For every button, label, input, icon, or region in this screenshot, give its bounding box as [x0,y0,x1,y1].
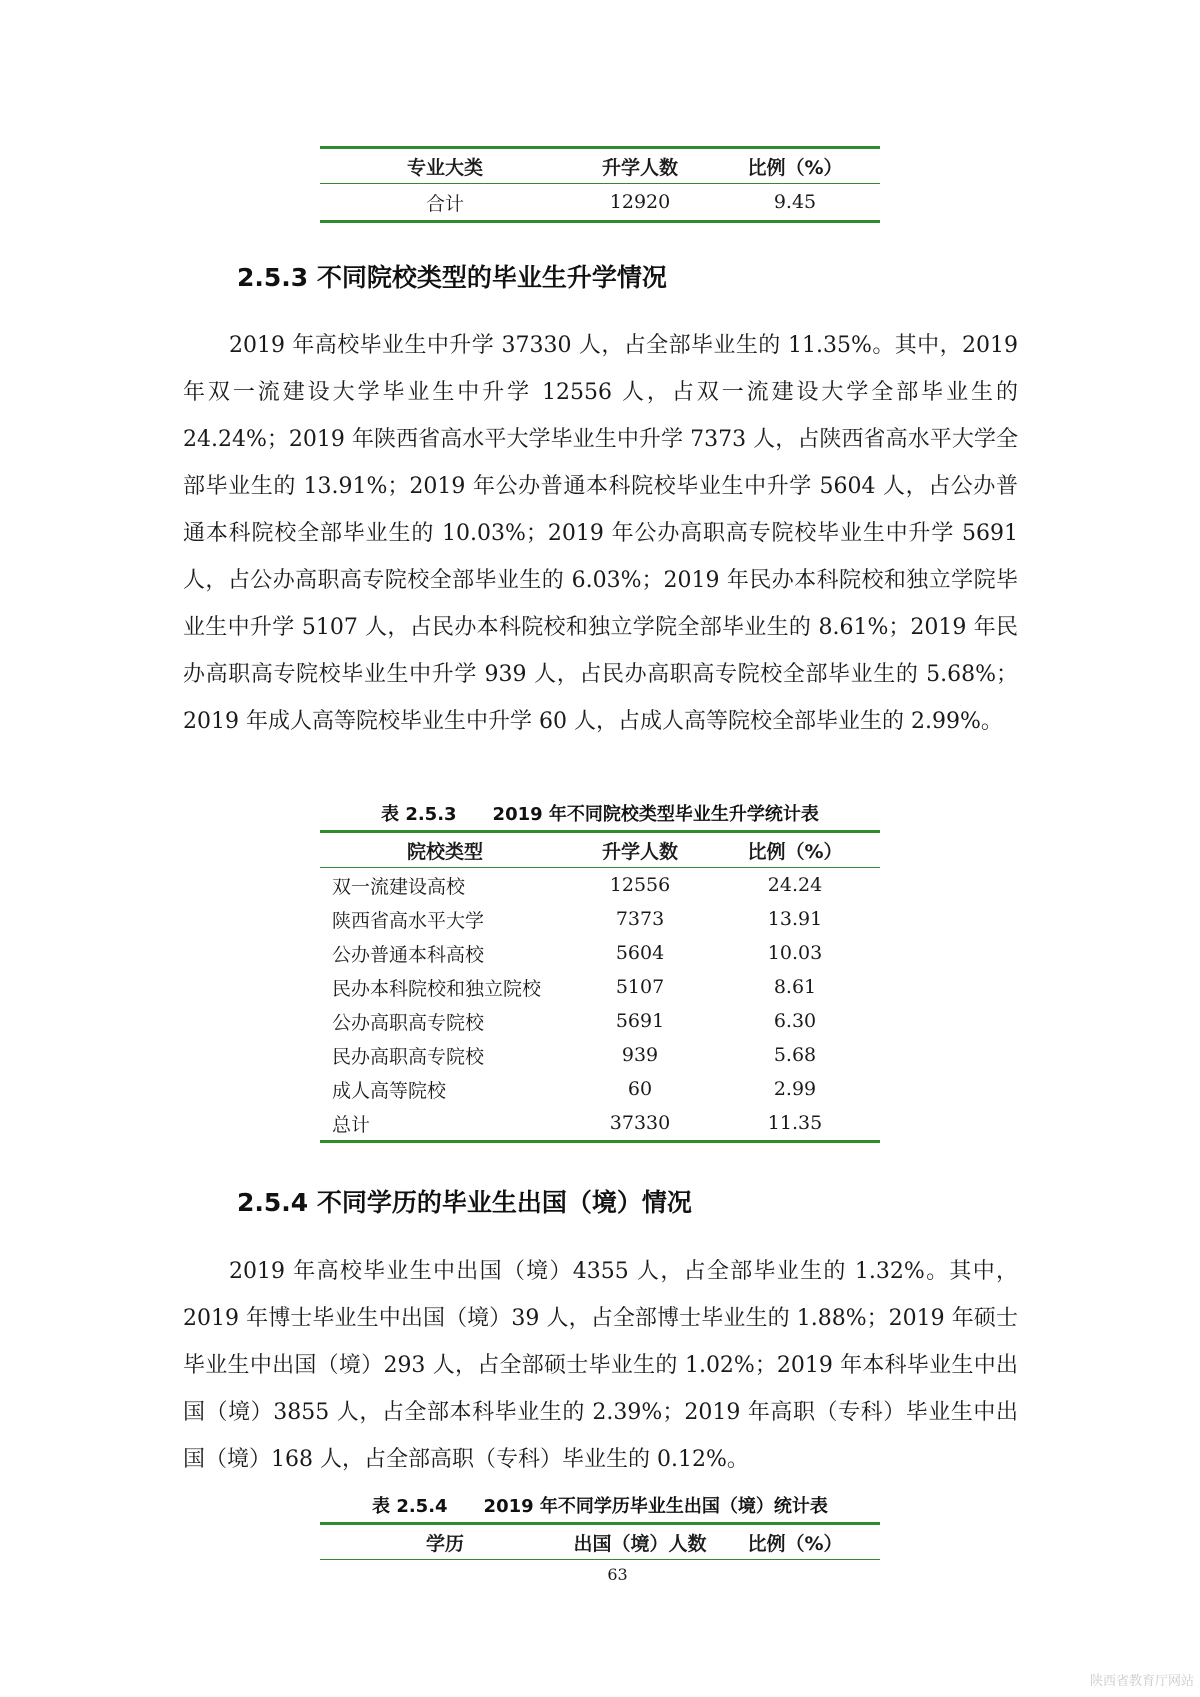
page-number: 63 [607,1565,628,1584]
table-cell: 11.35 [767,1112,823,1134]
table-bottom-rule [320,1140,880,1143]
table-cell: 公办普通本科高校 [332,943,485,966]
table-cell: 5691 [615,1010,665,1032]
table-row [320,936,880,970]
table-caption-254: 表 2.5.4 2019 年不同学历毕业生出国（境）统计表 [372,1496,828,1517]
table-cell: 10.03 [767,942,823,964]
table-cell: 成人高等院校 [332,1079,447,1102]
table-row [320,868,880,902]
table-cell: 双一流建设高校 [332,875,466,898]
table-header-row [320,833,880,867]
table-row [320,902,880,936]
table-cell: 939 [621,1044,659,1066]
table-cell: 公办高职高专院校 [332,1011,485,1034]
table-cell: 2.99 [773,1078,817,1100]
table-body [320,868,880,1140]
header-cell: 出国（境）人数 [573,1532,707,1555]
section-heading-254: 2.5.4 不同学历的毕业生出国（境）情况 [237,1188,692,1217]
header-cell: 比例（%） [747,840,843,863]
section-paragraph-254: 2019 年高校毕业生中出国（境）4355 人，占全部毕业生的 1.32%。其中，2019 年博士毕业生中出国（境）39 人，占全部博士毕业生的 1.88%；2019 年硕士毕业生中出国（境）293 人，占全部硕士毕业生的 1.02%；2019 年本科毕业生中出国（境）3855 人，占全部本科毕业生的 2.39%；2019 年高职（专科）毕业生中出国（境）168 人，占全部高职（专科）毕业生的 0.12%。 [183,1259,1018,1472]
header-cell: 专业大类 [406,156,483,179]
header-cell: 升学人数 [601,156,678,179]
table-bottom-rule [320,220,880,223]
table-253 [320,830,880,1143]
table-row [320,1038,880,1072]
table-254 [320,1522,880,1560]
table-header-row [320,1525,880,1559]
table-cell: 5107 [615,976,665,998]
table-cell: 13.91 [767,908,823,930]
table-cell: 9.45 [773,191,817,213]
table-caption-253: 表 2.5.3 2019 年不同院校类型毕业生升学统计表 [381,804,819,825]
table-cell: 60 [627,1078,653,1100]
table-row [320,1106,880,1140]
table-cell: 37330 [609,1112,671,1134]
table-cell: 合计 [425,192,464,215]
header-cell: 学历 [425,1532,464,1555]
table-cell: 5604 [615,942,665,964]
table-row [320,1004,880,1038]
table-cell: 民办高职高专院校 [332,1045,485,1068]
table-header-row [320,149,880,183]
table-top [320,146,880,223]
table-cell: 民办本科院校和独立院校 [332,977,542,1000]
table-header-rule [320,1559,880,1560]
table-row [320,970,880,1004]
table-row [320,1072,880,1106]
table-cell: 12556 [609,874,671,896]
table-cell: 总计 [332,1113,371,1136]
table-cell: 6.30 [773,1010,817,1032]
table-row [320,184,880,220]
table-cell: 24.24 [767,874,823,896]
table-cell: 陕西省高水平大学 [332,909,485,932]
header-cell: 升学人数 [601,840,678,863]
watermark: 陕西省教育厅网站 [1089,1674,1194,1689]
table-cell: 8.61 [773,976,817,998]
table-cell: 5.68 [773,1044,817,1066]
section-paragraph-253: 2019 年高校毕业生中升学 37330 人，占全部毕业生的 11.35%。其中，2019 年双一流建设大学毕业生中升学 12556 人，占双一流建设大学全部毕业生的 24.24%；2019 年陕西省高水平大学毕业生中升学 7373 人，占陕西省高水平大学全部毕业生的 13.91%；2019 年公办普通本科院校毕业生中升学 5604 人，占公办普通本科院校全部毕业生的 10.03%；2019 年公办高职高专院校毕业生中升学 5691 人，占公办高职高专院校全部毕业生的 6.03%；2019 年民办本科院校和独立学院毕业生中升学 5107 人，占民办本科院校和独立学院全部毕业生的 8.61%；2019 年民办高职高专院校毕业生中升学 939 人，占民办高职高专院校全部毕业生的 5.68%；2019 年成人高等院校毕业生中升学 60 人，占成人高等院校全部毕业生的 2.99%。 [183,333,1018,734]
header-cell: 比例（%） [747,156,843,179]
header-cell: 院校类型 [406,840,483,863]
header-cell: 比例（%） [747,1532,843,1555]
section-heading-253: 2.5.3 不同院校类型的毕业生升学情况 [237,263,667,292]
table-cell: 7373 [615,908,665,930]
table-cell: 12920 [609,191,671,213]
